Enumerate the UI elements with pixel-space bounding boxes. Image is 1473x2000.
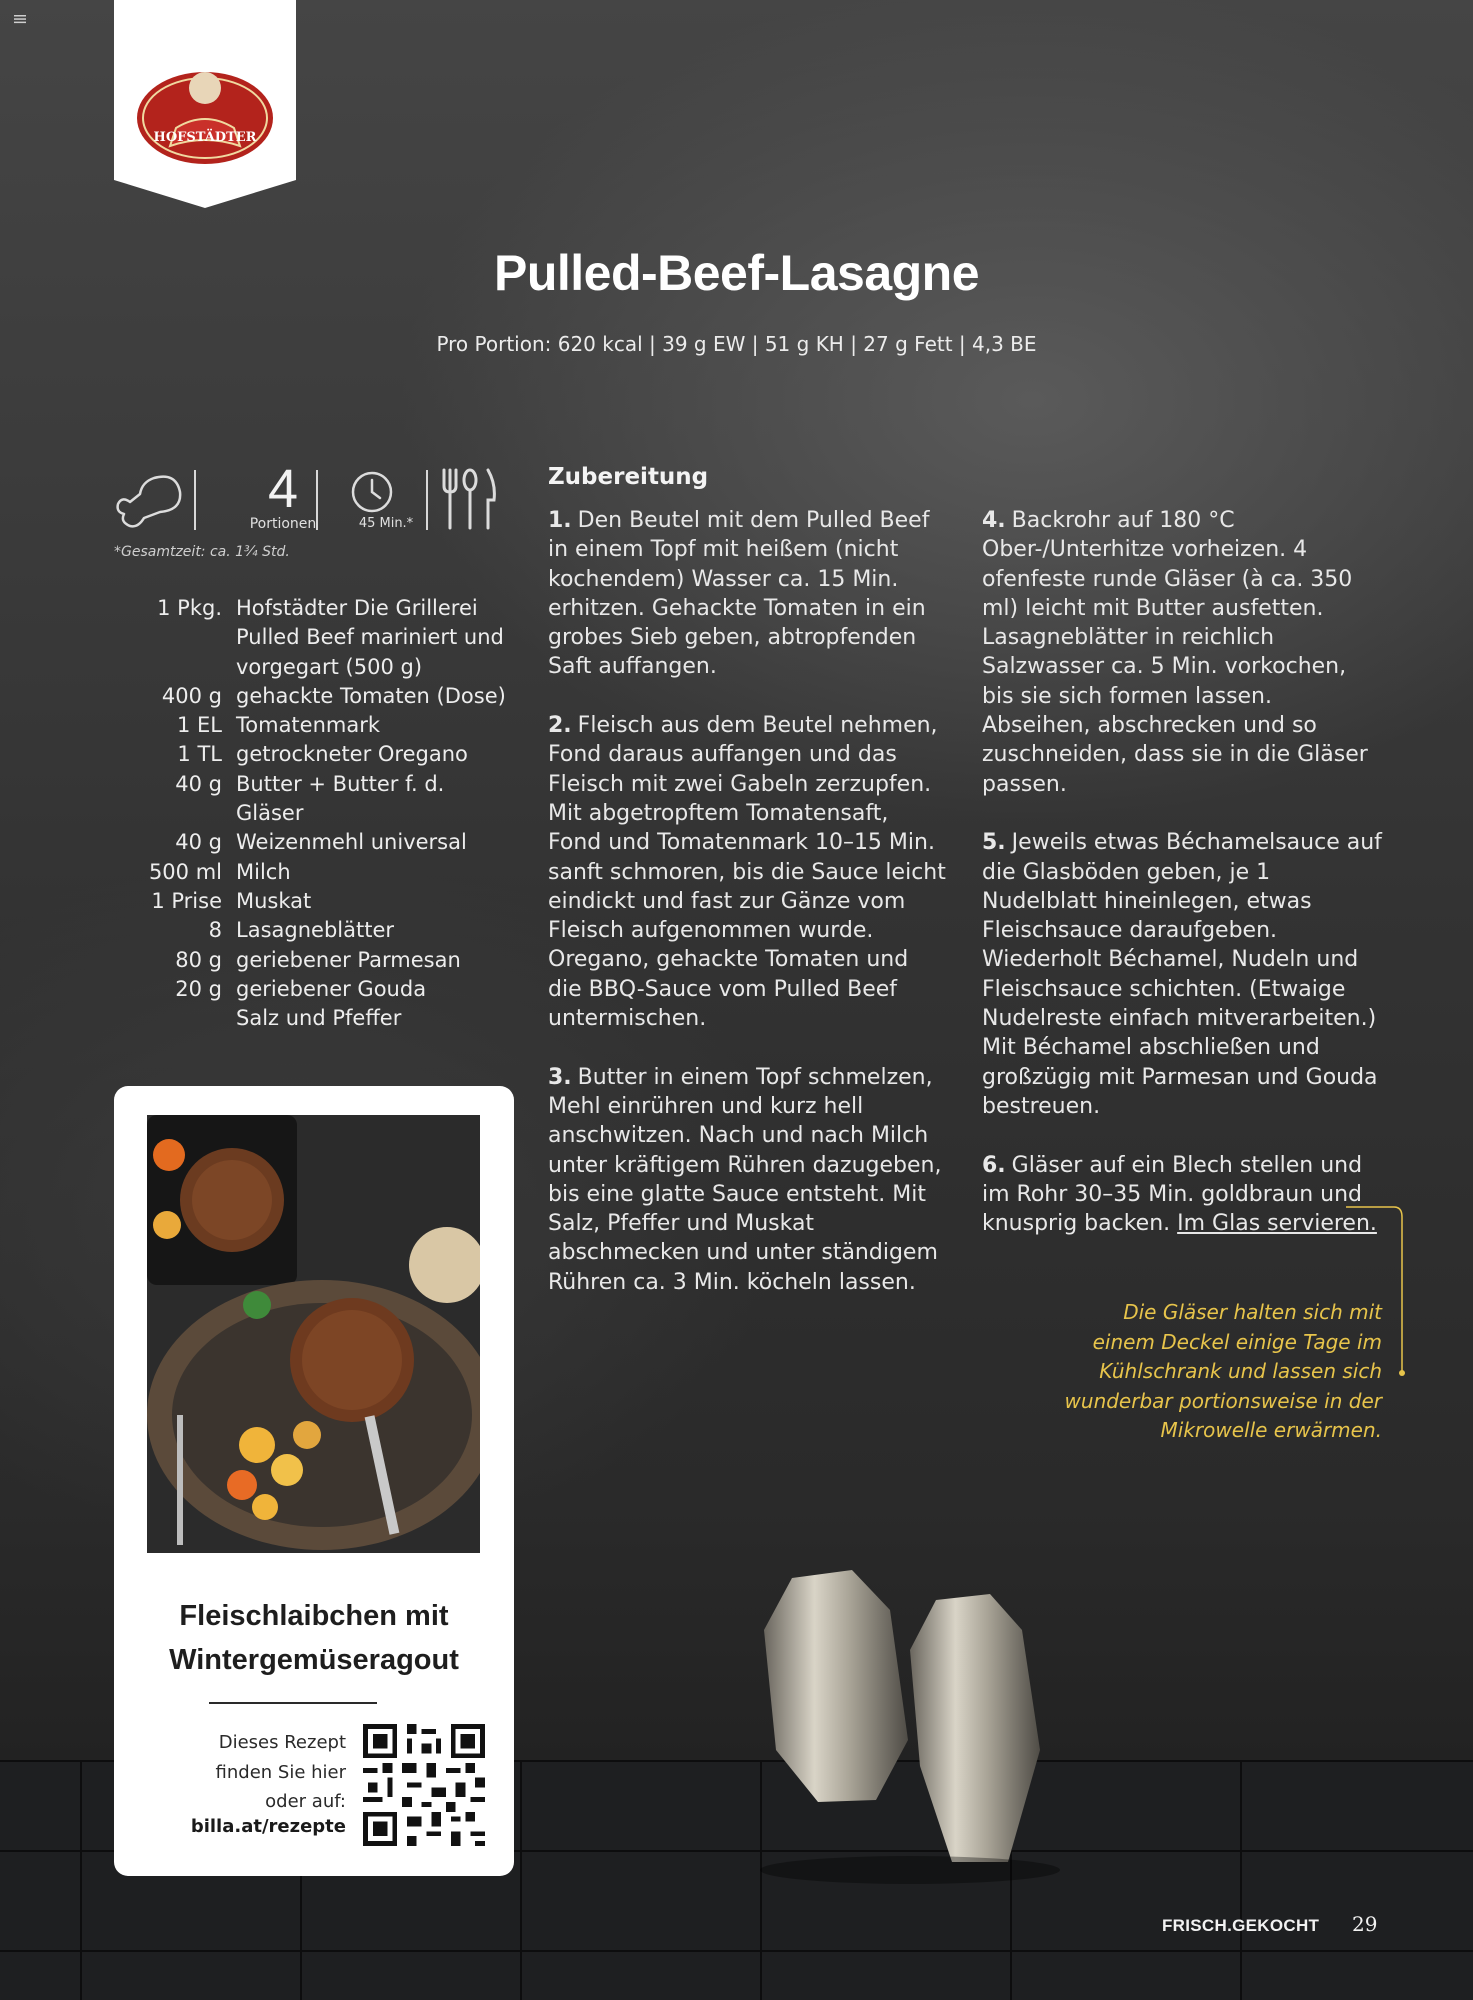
method-column-left [548,506,948,1326]
menu-icon[interactable] [14,14,26,24]
ingredient-row: 1 Pkg. Hofstädter Die Grillerei [157,596,478,620]
svg-text:HOFSTÄDTER: HOFSTÄDTER [153,130,257,145]
food-photo [147,1115,480,1553]
ingredient-row: 40 g Butter + Butter f. d. Gläser [175,771,445,826]
recipe-link[interactable]: billa.at/rezepte [190,1816,346,1837]
page-number: 29 [1352,1912,1378,1936]
servings-label: Portionen [249,516,317,532]
method-step: 2. Fleisch aus dem Beutel nehmen, Fond daraus auffangen und das Fleisch mit zwei Gabeln zerzupfen. Mit abgetropftem Tomatensaft, Fond und Tomatenmark 10–15 Min. sanft schmoren, bis die Sauce leicht eindickt und fast zur Gänze vom Fleisch aufgenommen wurde. Oregano, gehackte Tomaten und die BBQ-Sauce vom Pulled Beef untermischen. [548,713,946,1032]
ingredient-row: 1 TL getrockneter Oregano [177,742,468,767]
salt-pepper-shakers [740,1570,1080,1890]
hofstaedter-logo [114,0,296,208]
total-time-note: *Gesamtzeit: ca. 1¾ Std. [114,544,290,560]
method-step: 3. Butter in einem Topf schmelzen, Mehl einrühren und kurz hell anschwitzen. Nach und nach Milch unter kräftigem Rühren dazugeben, bis eine glatte Sauce entsteht. Mit Salz, Pfeffer und Muskat abschmecken und unter ständigem Rühren ca. 3 Min. köcheln lassen. [548,1064,942,1295]
ingredient-list [114,594,514,1033]
ingredient-row: 40 g Weizenmehl universal [175,830,467,855]
chicken-leg-icon [114,470,186,532]
recipe-recommendation-card[interactable] [114,1086,514,1876]
ingredient-row: 1 Prise Muskat [151,888,312,913]
nutrition-info: Pro Portion: 620 kcal | 39 g EW | 51 g KH | 27 g Fett | 4,3 BE [436,332,1037,356]
qr-code-icon[interactable] [363,1724,485,1846]
method-step: 5. Jeweils etwas Béchamelsauce auf die Glasböden geben, je 1 Nudelblatt hineinlegen, etwas Fleischsauce daraufgeben. Wiederholt Béchamel, Nudeln und Fleischsauce schichten. (Etwaige Nudelreste einfach mitverarbeiten.) Mit Béchamel abschließen und großzügig mit Parmesan und Gouda bestreuen. [982,830,1382,1119]
serve-note: Im Glas servieren. [1177,1211,1377,1237]
ingredient-row: 500 ml Milch [148,859,291,884]
ingredient-row: vorgegart (500 g) [236,654,423,679]
ingredient-row: 80 g geriebener Parmesan [175,947,461,972]
recipe-title: Pulled-Beef-Lasagne [493,245,980,301]
ingredient-row: 8 Lasagneblätter [208,918,394,943]
storage-tip: Die Gläser halten sich mit einem Deckel einige Tage im Kühlschrank und lassen sich wunderbar portionsweise in der Mikrowelle erwärmen. [1064,1300,1382,1442]
card-divider [209,1702,377,1704]
method-column-right [982,506,1382,1268]
servings-number: 4 [267,459,299,519]
prep-time: 45 Min.* [358,516,414,531]
ingredient-row: 1 EL Tomatenmark [176,713,381,738]
magazine-brand: FRISCH.GEKOCHT [1162,1916,1320,1935]
ingredient-row: 400 g gehackte Tomaten (Dose) [161,683,506,708]
method-step: 4. Backrohr auf 180 °C Ober-/Unterhitze vorheizen. 4 ofenfeste runde Gläser (à ca. 350 ml) leicht mit Butter ausfetten. Lasagneblätter in reichlich Salzwasser ca. 5 Min. vorkochen, bis sie sich formen lassen. Abseihen, abschrecken und so zuschneiden, dass sie in die Gläser passen. [982,508,1368,797]
brand-logo-badge [114,0,296,208]
ingredient-row: Salz und Pfeffer [236,1006,402,1031]
ingredient-row: Pulled Beef mariniert und [236,625,504,650]
clock-icon [350,470,394,514]
method-heading: Zubereitung [548,464,709,490]
recipe-meta-row [114,459,514,544]
cutlery-icon [440,468,500,532]
card-description: Dieses Rezept finden Sie hier oder auf: [215,1732,346,1812]
method-step: 6. Gläser auf ein Blech stellen und im Rohr 30–35 Min. goldbraun und knusprig backen. Im Glas servieren. [982,1152,1377,1237]
method-step: 1. Den Beutel mit dem Pulled Beef in einem Topf mit heißem (nicht kochendem) Wasser ca. 15 Min. erhitzen. Gehackte Tomaten in ein grobes Sieb geben, abtropfenden Saft auffangen. [548,508,930,680]
ingredient-row: 20 g geriebener Gouda [175,976,427,1001]
card-recipe-title: Fleischlaibchen mit Wintergemüseragout [169,1600,459,1676]
